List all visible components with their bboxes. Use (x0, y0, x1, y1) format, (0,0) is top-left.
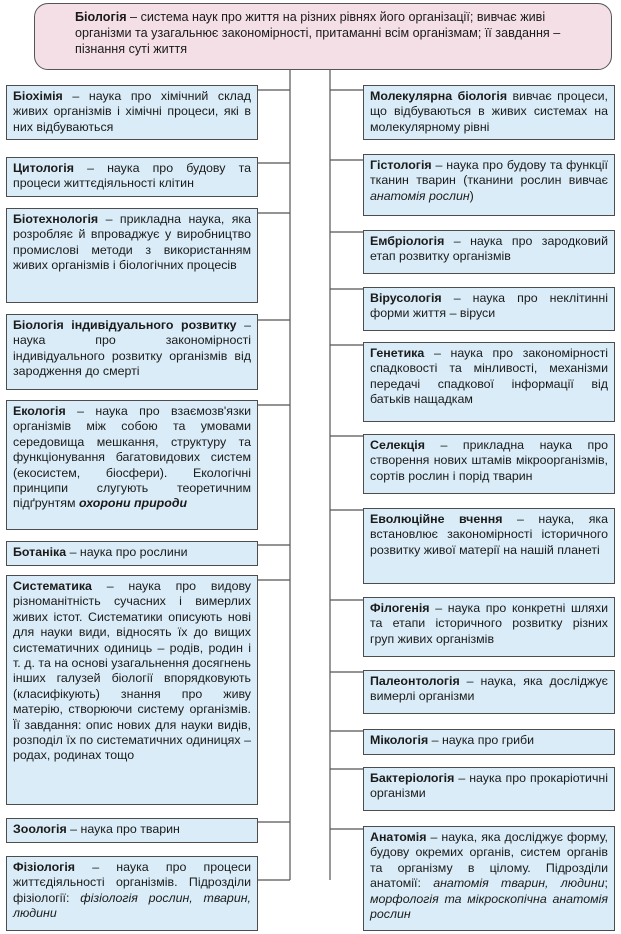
term: Анатомія (370, 830, 427, 844)
definition: – наука про рослини (66, 545, 188, 559)
biology-definition-box (34, 3, 612, 70)
box-zoology (6, 818, 258, 843)
emphasis: анатомія рослин (370, 188, 470, 203)
emphasis: анатомія тварин, людини (433, 876, 605, 891)
term: Еволюційне вчення (370, 512, 503, 526)
box-biotechnology (6, 208, 258, 303)
term: Біохімія (13, 89, 63, 103)
definition: – наука, яка досліджує форму, будову окремих органів, систем органів та організму в цілому. Підрозділи анатомії: (370, 830, 608, 891)
term: Екологія (13, 404, 66, 418)
definition: – прикладна наука, яка розробляє й впроваджує у виробництво промислові методи з використанням живих організмів і біологічних процесів (13, 212, 251, 273)
definition: – наука про хімічний склад живих організмів і хімічні процеси, які в них відбуваються (13, 89, 251, 134)
definition: – прикладна наука про створення нових штамів мікроорганізмів, сортів рослин і порід тварин (370, 438, 608, 483)
definition: – наука про зародковий етап розвитку організмів (370, 234, 608, 264)
definition-tail: ) (469, 188, 474, 203)
term: Гістологія (370, 158, 432, 172)
term: Біотехнологія (13, 212, 99, 226)
term: Молекулярна біологія (370, 89, 508, 103)
definition: – наука про закономірності індивідуального розвитку організмів від зародження до смерті (13, 318, 252, 379)
definition: – наука, яка встановлює закономірності історичного розвитку живої матерії на нашій планеті (370, 512, 608, 557)
term: Філогенія (370, 601, 430, 615)
box-biochemistry (6, 85, 258, 140)
box-mycology (363, 729, 615, 755)
term: Систематика (13, 579, 92, 593)
term: Палеонтологія (370, 674, 460, 688)
box-ecology (6, 400, 258, 530)
box-systematics (6, 575, 258, 805)
box-evolution-theory (363, 508, 615, 584)
box-physiology (6, 856, 258, 931)
definition: – наука, яка досліджує вимерлі організми (370, 674, 608, 704)
definition: – наука про гриби (428, 733, 535, 747)
emphasis-2: морфологія та мікроскопічна анатомія рослин (370, 891, 608, 922)
box-paleontology (363, 670, 615, 714)
definition: – наука про будову та процеси життєдіяльності клітин (13, 161, 251, 191)
definition: – наука про будову та функції тканин тварин (тканини рослин вивчає (370, 158, 608, 188)
term: Мікологія (370, 733, 429, 747)
definition: – наука про процеси життєдіяльності організмів. Підрозділи фізіології: (13, 860, 251, 905)
box-genetics (363, 342, 615, 422)
term: Біологія індивідуального розвитку (13, 318, 237, 332)
box-bacteriology (363, 767, 615, 811)
biology-definition-text: – система наук про життя на різних рівнях його організації; вивчає живі організми та узагальнює закономірності, притаманні всім організмам; її завдання – пізнання суті життя (75, 10, 561, 56)
term: Генетика (370, 346, 425, 360)
box-embryology (363, 230, 615, 274)
box-selection (363, 434, 615, 494)
emphasis: фізіологія рослин, тварин, людини (13, 890, 251, 921)
definition: – наука про неклітинні форми життя – віруси (370, 291, 608, 321)
definition: вивчає процеси, що відбуваються в живих системах на молекулярному рівні (370, 89, 608, 134)
definition-separator: ; (604, 876, 608, 891)
emphasis: охорони природи (78, 496, 188, 511)
box-botany (6, 541, 258, 566)
definition: – наука про видову різноманітність сучасних і вимерлих живих істот. Систематики описують нові для науки види, відносять їх до вищих систематичних одиниць – родів, родин і т. д. та на основі узагальнення досягнень інших галузей біології впорядковують (класифікують) знання про живу матерію, створюючи систему організмів. Її завдання: опис нових для науки видів, розподіл їх по систематичних одиницях – родах, родинах тощо (13, 579, 251, 763)
definition: – наука про взаємозв'язки організмів між собою та умовами середовища мешкання, структуру та функціонування багатовидових систем (екосистем, біосфери). Екологічні принципи слугують теоретичним підґрунтям (13, 404, 251, 511)
term: Вірусологія (370, 291, 442, 305)
definition: – наука про конкретні шляхи та етапи історичного розвитку різних груп живих організмів (370, 601, 608, 646)
term: Ботаніка (13, 545, 67, 559)
box-anatomy (363, 826, 615, 931)
term: Цитологія (13, 161, 74, 175)
biology-title: Біологія (75, 10, 127, 24)
box-molecular-biology (363, 85, 615, 140)
term: Фізіологія (13, 860, 75, 874)
box-cytology (6, 157, 258, 197)
box-histology (363, 154, 615, 216)
box-developmental-biology (6, 314, 258, 390)
definition: – наука про прокаріотичні організми (370, 771, 608, 801)
term: Ембріологія (370, 234, 445, 248)
definition: – наука про закономірності спадковості та мінливості, механізми передачі спадкової інформації від батьків нащадкам (370, 346, 608, 407)
box-virology (363, 287, 615, 331)
term: Зоологія (13, 822, 67, 836)
term: Селекція (370, 438, 425, 452)
term: Бактеріологія (370, 771, 455, 785)
definition: – наука про тварин (66, 822, 180, 836)
box-phylogeny (363, 597, 615, 657)
